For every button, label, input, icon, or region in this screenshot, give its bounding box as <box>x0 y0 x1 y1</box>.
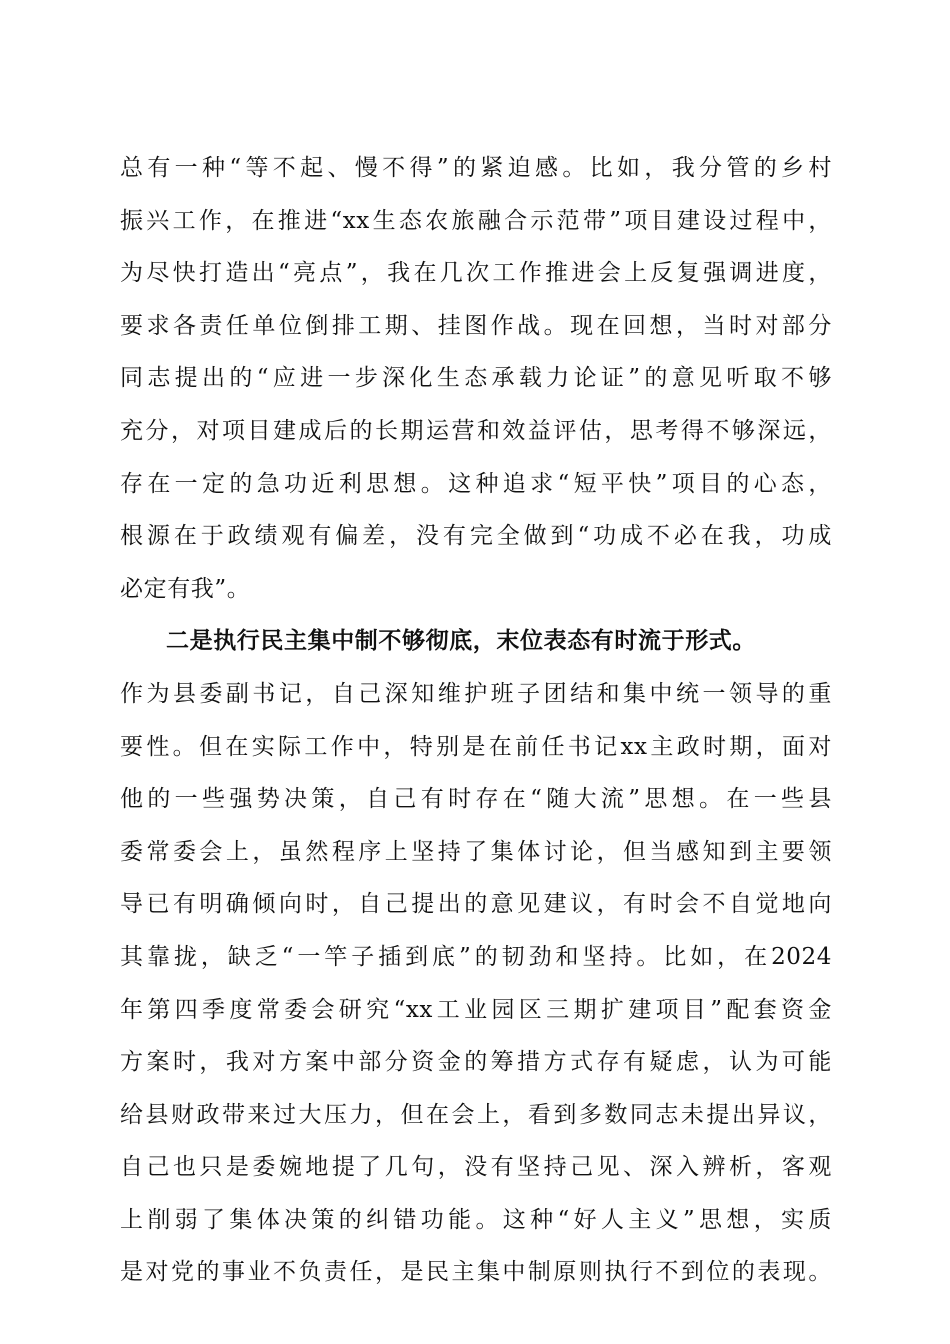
text-line: 导已有明确倾向时，自己提出的意见建议，有时会不自觉地向 <box>120 891 832 918</box>
text-line: 充分，对项目建成后的长期运营和效益评估，思考得不够深远， <box>120 417 832 444</box>
text-line: 同志提出的“应进一步深化生态承载力论证”的意见听取不够 <box>120 365 832 392</box>
document-body <box>120 142 832 1299</box>
text-line: 总有一种“等不起、慢不得”的紧迫感。比如，我分管的乡村 <box>120 155 832 181</box>
text-line: 方案时，我对方案中部分资金的筹措方式存有疑虑，认为可能 <box>120 1049 832 1076</box>
text-line: 委常委会上，虽然程序上坚持了集体讨论，但当感知到主要领 <box>120 838 832 865</box>
text-line: 振兴工作，在推进“xx生态农旅融合示范带”项目建设过程中， <box>120 207 832 234</box>
text-line: 年第四季度常委会研究“xx工业园区三期扩建项目”配套资金 <box>120 996 832 1023</box>
text-line: 根源在于政绩观有偏差，没有完全做到“功成不必在我，功成 <box>120 523 832 550</box>
text-line: 必定有我”。 <box>120 575 251 602</box>
text-line: 其靠拢，缺乏“一竿子插到底”的韧劲和坚持。比如，在2024 <box>120 943 832 970</box>
text-line: 要求各责任单位倒排工期、挂图作战。现在回想，当时对部分 <box>120 312 832 339</box>
text-line: 自己也只是委婉地提了几句，没有坚持己见、深入辨析，客观 <box>120 1154 832 1181</box>
text-line: 为尽快打造出“亮点”，我在几次工作推进会上反复强调进度， <box>120 260 832 287</box>
text-line: 作为县委副书记，自己深知维护班子团结和集中统一领导的重 <box>120 680 832 707</box>
section-heading: 二是执行民主集中制不够彻底，末位表态有时流于形式。 <box>166 627 756 655</box>
text-line: 存在一定的急功近利思想。这种追求“短平快”项目的心态， <box>120 470 832 497</box>
text-line: 是对党的事业不负责任，是民主集中制原则执行不到位的表现。 <box>120 1259 832 1286</box>
text-line: 要性。但在实际工作中，特别是在前任书记xx主政时期，面对 <box>120 733 832 760</box>
text-line: 他的一些强势决策，自己有时存在“随大流”思想。在一些县 <box>120 786 832 813</box>
text-line: 上削弱了集体决策的纠错功能。这种“好人主义”思想，实质 <box>120 1206 832 1233</box>
text-line: 给县财政带来过大压力，但在会上，看到多数同志未提出异议， <box>120 1101 832 1128</box>
